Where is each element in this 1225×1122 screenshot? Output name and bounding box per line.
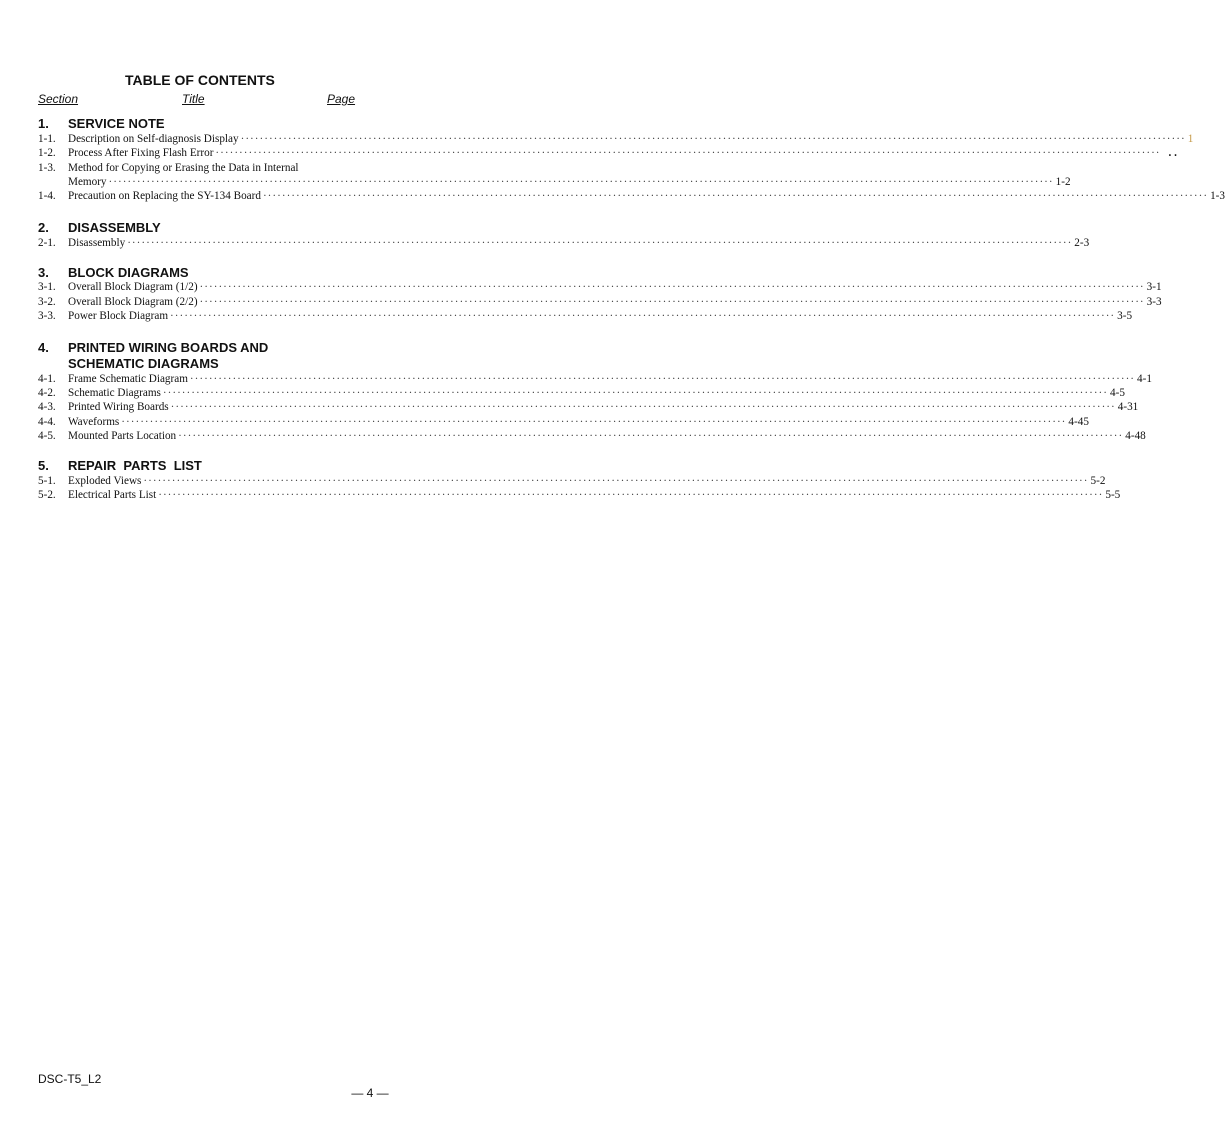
column-header-section: Section	[38, 92, 79, 106]
toc-entry-continuation[interactable]	[38, 175, 1071, 189]
entry-number: 1-3.	[38, 162, 56, 174]
toc-entry[interactable]	[38, 415, 1089, 429]
entry-title: Exploded Views	[68, 475, 142, 487]
leader-dots: ········································································································································································································	[127, 237, 1073, 249]
entry-page: 1-3	[1210, 190, 1225, 202]
section-heading	[38, 116, 338, 132]
entry-title: Schematic Diagrams	[68, 387, 161, 399]
toc-entry[interactable]	[38, 429, 1146, 443]
entry-page: 5-5	[1105, 489, 1121, 501]
section-title: BLOCK DIAGRAMS	[68, 265, 189, 280]
toc-entry[interactable]	[38, 400, 1139, 414]
entry-title: Precaution on Replacing the SY-134 Board	[68, 190, 261, 202]
footer-model-code: DSC-T5_L2	[38, 1072, 102, 1086]
section-title: SERVICE NOTE	[68, 116, 165, 131]
leader-dots: ········································································································································································································	[170, 310, 1116, 322]
leader-dots: ········································································································································································································	[143, 475, 1089, 487]
toc-entry[interactable]	[38, 236, 1090, 250]
entry-title: Overall Block Diagram (1/2)	[68, 281, 198, 293]
entry-number: 4-1.	[38, 373, 56, 385]
entry-title: Description on Self-diagnosis Display	[68, 133, 239, 145]
entry-title: Process After Fixing Flash Error	[68, 147, 214, 159]
leader-dots: ········································································································································································································	[162, 387, 1108, 399]
entry-number: 2-1.	[38, 237, 56, 249]
leader-dots: ········································································································································································································	[240, 133, 1186, 145]
entry-title: Printed Wiring Boards	[68, 401, 169, 413]
toc-entry[interactable]	[38, 474, 1106, 488]
entry-number: 1-2.	[38, 147, 56, 159]
leader-dots: ········································································································································································································	[108, 176, 1054, 188]
section-number: 2.	[38, 220, 49, 235]
entry-page: 5-2	[1090, 475, 1106, 487]
section-heading	[38, 265, 338, 281]
entry-page: 1	[1187, 133, 1194, 145]
toc-entry[interactable]	[38, 309, 1133, 323]
section-heading	[38, 220, 338, 236]
entry-number: 1-4.	[38, 190, 56, 202]
entry-page: 3-5	[1117, 310, 1133, 322]
entry-page: 4-1	[1137, 373, 1152, 385]
leader-dots: ········································································································································································································	[170, 401, 1116, 413]
entry-title: Frame Schematic Diagram	[68, 373, 188, 385]
entry-page: 4-31	[1117, 401, 1139, 413]
toc-title: TABLE OF CONTENTS	[125, 72, 275, 88]
section-number: 4.	[38, 340, 49, 355]
toc-entry[interactable]	[38, 161, 428, 175]
toc-entry[interactable]	[38, 280, 1162, 294]
entry-title: Waveforms	[68, 416, 120, 428]
entry-page: 4-5	[1110, 387, 1125, 399]
section-number: 3.	[38, 265, 49, 280]
entry-title: Overall Block Diagram (2/2)	[68, 296, 198, 308]
entry-title: Disassembly	[68, 237, 126, 249]
leader-dots: ········································································································································································································	[215, 147, 1161, 159]
section-title: REPAIR PARTS LIST	[68, 458, 202, 473]
toc-entry[interactable]	[38, 488, 1121, 502]
leader-dots: ········································································································································································································	[121, 416, 1067, 428]
leader-dots: ········································································································································································································	[189, 373, 1136, 385]
column-header-title: Title	[182, 92, 205, 106]
entry-title: Mounted Parts Location	[68, 430, 177, 442]
entry-number: 1-1.	[38, 133, 56, 145]
section-title: PRINTED WIRING BOARDS AND	[68, 340, 269, 355]
entry-number: 4-2.	[38, 387, 56, 399]
section-title: DISASSEMBLY	[68, 220, 161, 235]
leader-dots: ········································································································································································································	[262, 190, 1209, 202]
footer-page-number: — 4 —	[351, 1086, 389, 1100]
entry-page: 3-3	[1146, 296, 1162, 308]
toc-entry[interactable]	[38, 132, 1194, 146]
entry-page: 1-2	[1055, 176, 1071, 188]
entry-number: 5-2.	[38, 489, 56, 501]
entry-page: 2-3	[1074, 237, 1090, 249]
toc-entry[interactable]	[38, 146, 1177, 160]
toc-entry[interactable]	[38, 372, 1152, 386]
column-header-page: Page	[327, 92, 356, 106]
entry-page: 4-48	[1125, 430, 1146, 442]
section-number: 1.	[38, 116, 49, 131]
section-title-line2: SCHEMATIC DIAGRAMS	[68, 356, 219, 371]
entry-number: 5-1.	[38, 475, 56, 487]
entry-title-continuation: Memory	[68, 176, 107, 188]
entry-page: 3-1	[1146, 281, 1162, 293]
toc-entry[interactable]	[38, 189, 1225, 203]
leader-dots: ········································································································································································································	[178, 430, 1124, 442]
section-heading	[38, 340, 338, 372]
entry-page: 4-45	[1068, 416, 1089, 428]
entry-number: 3-3.	[38, 310, 56, 322]
entry-number: 3-2.	[38, 296, 56, 308]
entry-number: 4-3.	[38, 401, 56, 413]
leader-dots: ········································································································································································································	[199, 296, 1145, 308]
leader-dots: ········································································································································································································	[199, 281, 1145, 293]
entry-title: Method for Copying or Erasing the Data in Internal	[68, 162, 299, 174]
toc-entry[interactable]	[38, 295, 1162, 309]
toc-entry[interactable]	[38, 386, 1125, 400]
section-number: 5.	[38, 458, 49, 473]
entry-page: . .	[1168, 147, 1177, 159]
entry-number: 4-5.	[38, 430, 56, 442]
entry-number: 3-1.	[38, 281, 56, 293]
section-heading	[38, 458, 338, 474]
entry-number: 4-4.	[38, 416, 56, 428]
entry-title: Electrical Parts List	[68, 489, 157, 501]
leader-dots: ········································································································································································································	[158, 489, 1104, 501]
entry-title: Power Block Diagram	[68, 310, 169, 322]
